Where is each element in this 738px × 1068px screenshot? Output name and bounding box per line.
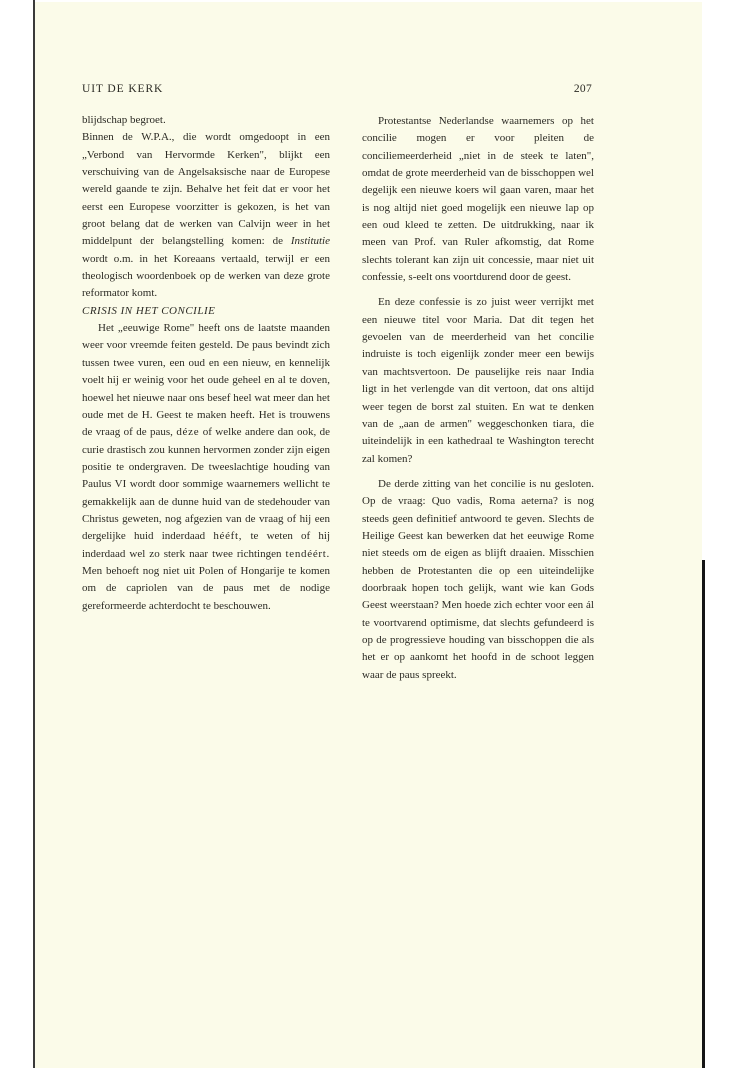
left-column <box>82 112 330 615</box>
paragraph-crisis: Het „eeuwige Rome" heeft ons de laatste maanden weer voor vreemde feiten gesteld. De paus bevindt zich tussen twee vuren, een oud en een nieuw, en kennelijk voelt hij er weinig voor het oude geheel en al te doven, hoewel het nieuwe naar ons besef heel wat meer dan het oude met de H. Geest te maken heeft. Het is trouwens de vraag of de paus, déze of welke andere dan ook, de curie drastisch zou kunnen hervormen zonder zijn eigen positie te ondergraven. De tweeslachtige houding van Paulus VI wordt door sommige waarnemers wellicht te gemakkelijk aan de dunne huid van de stedehouder van Christus geweten, nog afgezien van de vraag of hij een dergelijke huid inderdaad hééft, te weten of hij inderdaad wel zo sterk naar twee richtingen tendéért. Men behoeft nog niet uit Polen of Hongarije te komen om de capriolen van de paus met de nodige gereformeerde achterdocht te beschouwen. <box>82 322 331 612</box>
scan-border-right <box>702 560 705 1068</box>
paragraph-wpa: Binnen de W.P.A., die wordt omgedoopt in een „Verbond van Hervormde Kerken", blijkt een verschuiving van de Angelsaksische naar de Europese wereld gaande te zijn. Behalve het feit dat er voor het eerst een Europese voorzitter is gekozen, is het van groot belang dat de werken van Calvijn weer in het middelpunt der belangstelling komen: de Institutie wordt o.m. in het Koreaans vertaald, terwijl er een theologisch woordenboek op de werken van deze grote reformator komt. <box>82 131 330 300</box>
section-heading: CRISIS IN HET CONCILIE <box>82 304 216 317</box>
institutie-italic: Institutie <box>290 235 330 248</box>
paragraph-continuation: blijdschap begroet. <box>82 114 166 126</box>
page-number: 207 <box>573 83 592 95</box>
running-title: UIT DE KERK <box>82 83 164 95</box>
paragraph-observers: Protestantse Nederlandse waarnemers op het concilie mogen er voor pleiten de conciliemeerderheid „niet in de steek te laten", omdat de grote meerderheid van de bisschoppen wel degelijk een nieuwe koers wil gaan varen, maar het is nog altijd niet goed mogelijk een nieuwe lap op een oud kleed te zetten. De uitdrukking, naar ik meen van Prof. van Ruler afkomstig, dat Rome slechts tolerant kan zijn uit concessie, maar niet uit confessie, s-eelt ons voortdurend door de geest. <box>362 115 594 284</box>
paragraph-confession: En deze confessie is zo juist weer verrijkt met een nieuwe titel voor Maria. Dat dit tegen het gevoelen van de meerderheid van het concilie indruiste is toch eigenlijk zonder meer een bewijs van machtsvertoon. De pauselijke reis naar India ligt in het verlengde van dit vertoon, dat ons altijd weer tegen de borst zal stuiten. En wat te denken van de „aan de armen" weggeschonken tiara, die uiteindelijk in een kathedraal te Washington terecht zal komen? <box>362 296 594 465</box>
scan-border-left <box>33 0 35 1068</box>
right-column <box>362 113 594 684</box>
page-header <box>82 83 592 99</box>
paragraph-third-session: De derde zitting van het concilie is nu gesloten. Op de vraag: Quo vadis, Roma aeterna? is nog steeds geen definitief antwoord te geven. Slechts de Heilige Geest kan bewerken dat het eeuwige Rome niet steeds om de eigen as blijft draaien. Misschien hebben de Protestanten die op een uiteindelijke doorbraak hopen toch gelijk, want wie kan Gods Geest weerstaan? Men hoede zich echter voor een ál te voortvarend optimisme, dat slechts gefundeerd is op de progressieve houding van bisschoppen die als het er op aankomt het hoofd in de schoot leggen waar de paus spreekt. <box>362 477 594 681</box>
